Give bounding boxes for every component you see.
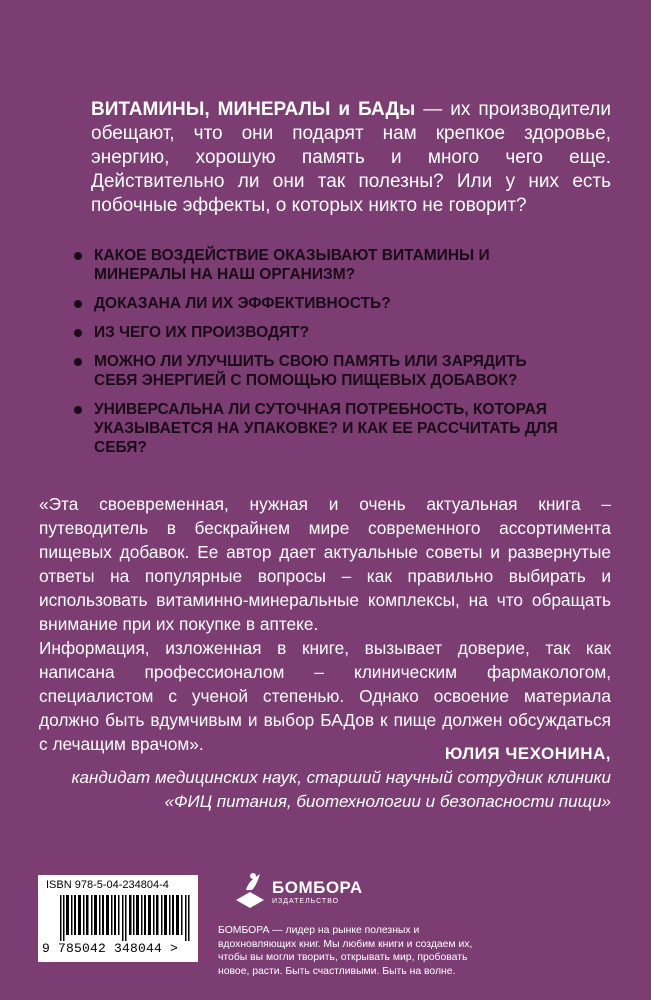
question-item: УНИВЕРСАЛЬНА ЛИ СУТОЧНАЯ ПОТРЕБНОСТЬ, КОТОРАЯ УКАЗЫВАЕТСЯ НА УПАКОВКЕ? И КАК ЕЕ РАССЧИТАТЬ ДЛЯ СЕБЯ? <box>72 400 572 457</box>
publisher-description: БОМБОРА — лидер на рынке полезных и вдохновляющих книг. Мы любим книги и создаем их, чтобы вы могли творить, открывать мир, пробовать новое, расти. Быть счастливыми. Быть на волне. <box>218 925 473 977</box>
question-item: ДОКАЗАНА ЛИ ИХ ЭФФЕКТИВНОСТЬ? <box>72 294 572 313</box>
intro-bold: ВИТАМИНЫ, МИНЕРАЛЫ и БАДы <box>91 99 416 120</box>
intro-text <box>91 98 611 218</box>
question-item: ИЗ ЧЕГО ИХ ПРОИЗВОДЯТ? <box>72 323 572 342</box>
publisher-subtitle: ИЗДАТЕЛЬСТВО <box>272 897 340 905</box>
review-quote <box>39 492 611 756</box>
book-logo-icon <box>232 870 268 914</box>
isbn-barcode-box <box>38 875 198 962</box>
barcode-icon <box>60 895 190 941</box>
quote-paragraph-2: Информация, изложенная в книге, вызывает доверие, так как написана профессионалом – клиническим фармакологом, специалистом с ученой степенью. Однако освоение материала должно быть вдумчивым и выбор БАДов к пище должен обсуждаться с лечащим врачом». <box>39 638 611 754</box>
publisher-name: БОМБОРА <box>272 877 363 897</box>
intro-rest: — их производители обещают, что они подарят нам крепкое здоровье, энергию, хорошую память и много чего еще. Действительно ли они так полезны? Или у них есть побочные эффекты, о которых никто не говорит? <box>91 99 611 216</box>
author-name: ЮЛИЯ ЧЕХОНИНА, <box>444 744 611 763</box>
question-item: КАКОЕ ВОЗДЕЙСТВИЕ ОКАЗЫВАЮТ ВИТАМИНЫ И МИНЕРАЛЫ НА НАШ ОРГАНИЗМ? <box>72 246 572 284</box>
question-item: МОЖНО ЛИ УЛУЧШИТЬ СВОЮ ПАМЯТЬ ИЛИ ЗАРЯДИТЬ СЕБЯ ЭНЕРГИЕЙ С ПОМОЩЬЮ ПИЩЕВЫХ ДОБАВОК? <box>72 352 572 390</box>
quote-paragraph-1: «Эта своевременная, нужная и очень актуальная книга – путеводитель в бескрайнем мире современного ассортимента пищевых добавок. Ее автор дает актуальные советы и развернутые ответы на популярные вопросы – как правильно выбирать и использовать витаминно-минеральные комплексы, на что обращать внимание при их покупке в аптеке. <box>39 494 611 634</box>
author-title-line-2: «ФИЦ питания, биотехнологии и безопасности пищи» <box>164 792 611 811</box>
isbn-digits: 9 785042 348044 > <box>42 941 179 956</box>
publisher-block <box>218 868 478 978</box>
isbn-label: ISBN 978-5-04-234804-4 <box>46 879 169 891</box>
quote-author <box>51 742 611 814</box>
question-list <box>72 246 572 467</box>
author-title-line-1: кандидат медицинских наук, старший научный сотрудник клиники <box>71 768 611 787</box>
publisher-logo <box>218 868 478 916</box>
